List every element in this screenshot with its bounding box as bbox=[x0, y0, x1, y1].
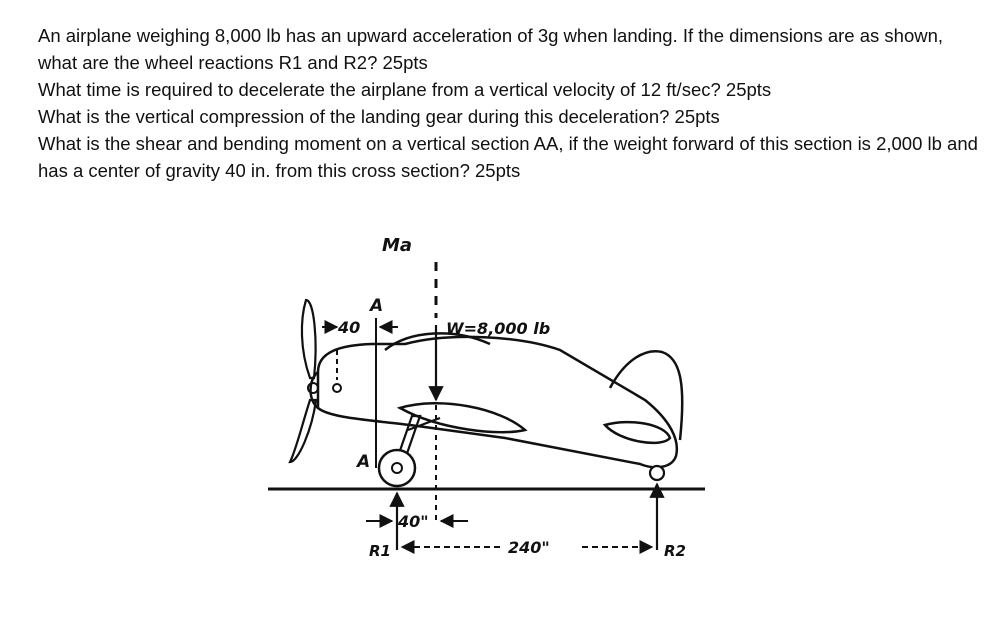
label-section-bottom: A bbox=[357, 452, 371, 472]
problem-line-1: An airplane weighing 8,000 lb has an upward acceleration of 3g when landing. If the dimensions are as shown, what are the wheel reactions R1 and R2? 25pts bbox=[38, 25, 944, 73]
problem-line-3: What is the vertical compression of the landing gear during this deceleration? 25pts bbox=[38, 106, 720, 127]
label-reaction-r1: R1 bbox=[369, 542, 391, 560]
label-span-dim: 240" bbox=[508, 538, 550, 557]
label-reaction-r2: R2 bbox=[664, 542, 686, 560]
problem-line-2: What time is required to decelerate the airplane from a vertical velocity of 12 ft/sec? 25pts bbox=[38, 79, 772, 100]
label-section-top: A bbox=[370, 296, 384, 316]
fuselage bbox=[318, 337, 677, 467]
label-nose-dim: 40 bbox=[338, 318, 361, 337]
nose-cg-marker bbox=[333, 384, 341, 392]
propeller-blade-lower bbox=[290, 400, 316, 462]
horizontal-stabilizer bbox=[605, 422, 670, 443]
label-top: Ma bbox=[382, 235, 413, 256]
problem-line-4: What is the shear and bending moment on a vertical section AA, if the weight forward of this section is 2,000 lb and has a center of gravity 40 in. from this cross section? 25pts bbox=[38, 133, 978, 181]
main-wheel bbox=[379, 450, 415, 486]
label-wheel-dim: 40" bbox=[398, 512, 429, 531]
vertical-tail bbox=[610, 351, 682, 440]
propeller-blade-upper bbox=[302, 300, 316, 378]
tail-wheel bbox=[650, 466, 664, 480]
label-weight: W=8,000 lb bbox=[446, 319, 551, 338]
